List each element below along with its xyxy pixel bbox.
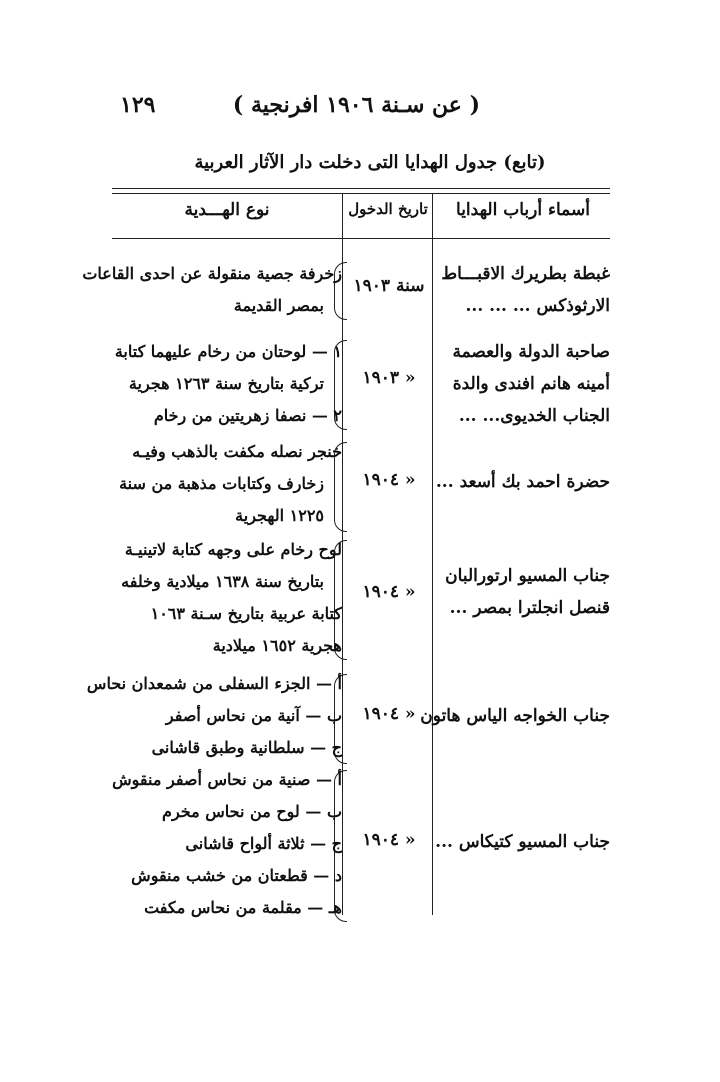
table-caption: (تابع) جدول الهدايا التى دخلت دار الآثار العربية	[194, 152, 546, 173]
item-line: كتابة عربية بتاريخ سـنة ١٠٦٣	[150, 604, 342, 623]
item-line: ج — ثلاثة ألواح قاشانى	[185, 834, 342, 853]
items-cell	[116, 436, 342, 532]
donor-line: جناب الخواجه الياس هاتون	[420, 706, 610, 726]
item-line: ب — لوح من نحاس مخرم	[162, 802, 342, 821]
item-line: لوح رخام على وجهه كتابة لاتينيـة	[124, 540, 342, 559]
item-line: بمصر القديمة	[233, 296, 324, 315]
item-line: هجرية ١٦٥٢ ميلادية	[212, 636, 342, 655]
item-line: أ — الجزء السفلى من شمعدان نحاس	[86, 674, 342, 693]
column-header-type: نوع الهـــدية	[184, 200, 270, 220]
donor-line: جناب المسيو ارتورالبان	[445, 566, 610, 586]
header-rule	[112, 238, 610, 239]
donor-cell	[450, 336, 610, 432]
donor-line: الجناب الخديوى... ...	[458, 406, 610, 426]
donor-cell	[420, 700, 610, 732]
table-top-rule-inner	[112, 193, 610, 194]
date-cell: « ١٩٠٤	[362, 582, 416, 602]
items-cell	[116, 336, 342, 432]
item-line: ١٢٢٥ الهجرية	[235, 506, 324, 525]
item-line: د — قطعتان من خشب منقوش	[131, 866, 342, 885]
donor-line: غبطة بطريرك الاقبـــاط	[441, 264, 610, 284]
donor-cell	[435, 826, 610, 858]
donor-cell	[445, 560, 610, 624]
column-header-donors: أسماء أرباب الهدايا	[456, 200, 590, 220]
items-cell	[116, 534, 342, 662]
donor-line: حضرة احمد بك أسعد ...	[435, 472, 610, 492]
donor-cell	[441, 258, 610, 322]
item-line: زخارف وكتابات مذهبة من سنة	[119, 474, 324, 493]
donor-line: أمينه هانم افندى والدة	[452, 374, 610, 394]
date-cell: « ١٩٠٣	[362, 368, 416, 388]
running-head	[110, 92, 610, 126]
item-line: بتاريخ سنة ١٦٣٨ ميلادية وخلفه	[121, 572, 324, 591]
donor-cell	[435, 466, 610, 498]
item-line: أ — صنية من نحاس أصفر منقوش	[112, 770, 342, 789]
item-line: ج — سلطانية وطبق قاشانى	[151, 738, 342, 757]
column-header-date: تاريخ الدخول	[348, 200, 428, 218]
donor-line: صاحبة الدولة والعصمة	[452, 342, 610, 362]
item-line: ١ — لوحتان من رخام عليهما كتابة	[114, 342, 342, 361]
page-number: ١٢٩	[120, 92, 156, 118]
item-line: خنجر نصله مكفت بالذهب وفيـه	[132, 442, 342, 461]
item-line: ب — آنية من نحاس أصفر	[165, 706, 342, 725]
table-row	[82, 258, 610, 328]
item-line: هـ — مقلمة من نحاس مكفت	[144, 898, 342, 917]
items-cell	[112, 764, 342, 924]
table-row	[112, 764, 610, 924]
date-cell: « ١٩٠٤	[362, 470, 416, 490]
table-row	[86, 668, 610, 768]
item-line: زخرفة جصية منقولة عن احدى القاعات	[82, 264, 342, 283]
item-line: ٢ — نصفا زهريتين من رخام	[153, 406, 342, 425]
table-row	[112, 436, 610, 536]
date-cell: « ١٩٠٤	[362, 704, 416, 724]
items-cell	[86, 668, 342, 764]
items-cell	[82, 258, 342, 322]
table-row	[112, 534, 610, 664]
date-cell: سنة ١٩٠٣	[353, 276, 425, 296]
date-cell: « ١٩٠٤	[362, 830, 416, 850]
running-title: ( عن سـنة ١٩٠٦ افرنجية )	[232, 92, 480, 118]
table-row	[112, 336, 610, 436]
table-top-rule	[112, 188, 610, 189]
donor-line: جناب المسيو كتيكاس ...	[435, 832, 610, 852]
donor-line: قنصل انجلترا بمصر ...	[449, 598, 610, 618]
donor-line: الارثوذكس ... ... ...	[465, 296, 610, 316]
item-line: تركية بتاريخ سنة ١٢٦٣ هجرية	[128, 374, 324, 393]
